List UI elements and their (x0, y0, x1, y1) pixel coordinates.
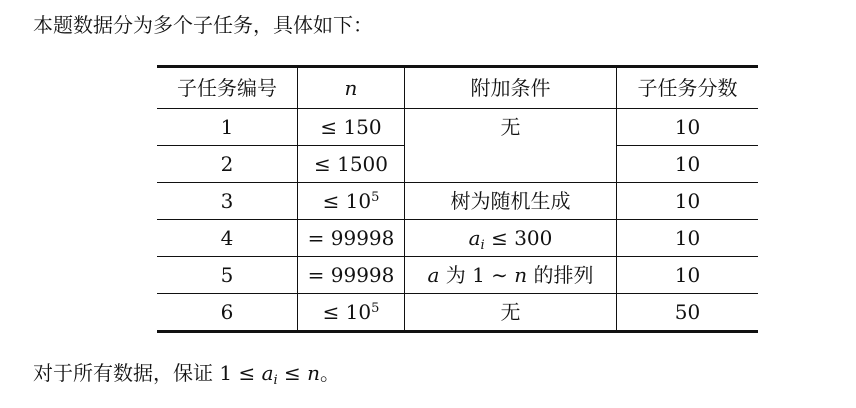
row-5-condition (405, 257, 617, 294)
header-n-var: n (344, 76, 358, 100)
table-row (157, 257, 758, 294)
row-1-n: ≤ 150 (298, 109, 405, 146)
constraint-suffix: 。 (320, 361, 341, 385)
row-3-n-exponent: 5 (371, 190, 380, 205)
row-5-cond-mid: 为 1 ∼ (439, 263, 515, 287)
header-subtask-id: 子任务编号 (157, 67, 298, 109)
row-4-sub-i: i (480, 238, 485, 253)
row-6-id: 6 (157, 294, 298, 332)
row-4-var-a: a (468, 226, 481, 250)
row-4-n: = 99998 (298, 220, 405, 257)
table-row (157, 109, 758, 146)
row-4-score: 10 (617, 220, 759, 257)
row-6-n-exponent: 5 (371, 301, 380, 316)
row-5-var-n: n (514, 263, 528, 287)
row-3-id: 3 (157, 183, 298, 220)
row-1-2-condition: 无 (405, 109, 617, 183)
row-2-id: 2 (157, 146, 298, 183)
intro-text: 本题数据分为多个子任务，具体如下： (33, 13, 373, 37)
row-5-id: 5 (157, 257, 298, 294)
row-3-condition: 树为随机生成 (405, 183, 617, 220)
table-row (157, 183, 758, 220)
row-6-n-base: ≤ 10 (322, 300, 372, 324)
row-1-score: 10 (617, 109, 759, 146)
constraint-note (33, 358, 340, 388)
row-6-condition: 无 (405, 294, 617, 332)
constraint-var-a: a (261, 361, 274, 385)
table-row (157, 294, 758, 332)
row-4-cond-rest: ≤ 300 (484, 226, 553, 250)
row-1-id: 1 (157, 109, 298, 146)
row-2-score: 10 (617, 146, 759, 183)
constraint-prefix: 对于所有数据，保证 1 ≤ (33, 361, 262, 385)
row-6-n (298, 294, 405, 332)
row-6-score: 50 (674, 300, 701, 324)
row-4-id: 4 (157, 220, 298, 257)
row-4-condition (405, 220, 617, 257)
constraint-sub-i: i (273, 373, 278, 388)
constraint-var-n: n (307, 361, 321, 385)
header-condition: 附加条件 (405, 67, 617, 109)
row-5-n: = 99998 (298, 257, 405, 294)
row-5-score: 10 (617, 257, 759, 294)
row-3-n-base: ≤ 10 (322, 189, 372, 213)
row-3-n (298, 183, 405, 220)
row-5-cond-tail: 的排列 (527, 263, 594, 287)
table-header-row (157, 67, 758, 109)
table-row (157, 220, 758, 257)
row-2-n: ≤ 1500 (298, 146, 405, 183)
row-5-var-a: a (427, 263, 440, 287)
header-n (298, 67, 405, 109)
subtask-table (157, 65, 758, 333)
constraint-middle: ≤ (277, 361, 308, 385)
row-3-score: 10 (617, 183, 759, 220)
header-score: 子任务分数 (617, 67, 759, 109)
